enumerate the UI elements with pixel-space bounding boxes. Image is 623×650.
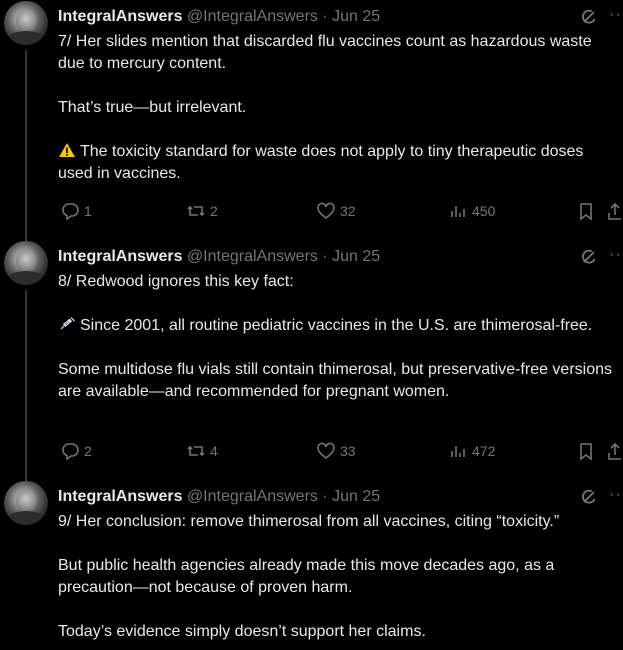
- views-count: 472: [472, 443, 496, 459]
- post-date[interactable]: Jun 25: [332, 488, 381, 505]
- syringe-emoji-icon: [58, 316, 76, 332]
- tweet-9[interactable]: [0, 480, 623, 650]
- more-icon[interactable]: ··: [609, 6, 622, 23]
- avatar[interactable]: [4, 1, 48, 45]
- tweet-text: [58, 511, 618, 643]
- share-button[interactable]: [607, 200, 623, 222]
- post-date[interactable]: Jun 25: [332, 8, 381, 25]
- repost-icon: [186, 201, 206, 221]
- tweet-paragraph: 7/ Her slides mention that discarded flu vaccines count as hazardous waste due to mercury content.: [58, 33, 592, 72]
- grok-icon[interactable]: [580, 248, 598, 266]
- separator-dot: ·: [322, 488, 328, 505]
- tweet-paragraph: But public health agencies already made this move decades ago, as a precaution—not because of proven harm.: [58, 557, 555, 596]
- tweet-paragraph: [58, 141, 618, 185]
- reply-icon: [60, 201, 80, 221]
- tweet-paragraph-text: Since 2001, all routine pediatric vaccines in the U.S. are thimerosal-free.: [80, 317, 593, 334]
- tweet-text: [58, 271, 618, 403]
- tweet-paragraph: [58, 315, 618, 337]
- reply-icon: [60, 441, 80, 461]
- grok-icon[interactable]: [580, 488, 598, 506]
- reply-count: 2: [84, 443, 92, 459]
- author-handle[interactable]: @IntegralAnswers: [186, 488, 318, 505]
- like-button[interactable]: [316, 200, 356, 222]
- like-button[interactable]: [316, 440, 356, 462]
- reply-count: 1: [84, 203, 92, 219]
- tweet-header: [58, 486, 623, 508]
- like-count: 33: [340, 443, 356, 459]
- post-date[interactable]: Jun 25: [332, 248, 381, 265]
- author-name[interactable]: IntegralAnswers: [58, 488, 183, 505]
- tweet-paragraph-text: The toxicity standard for waste does not apply to tiny therapeutic doses used in vaccines.: [58, 143, 584, 182]
- views-button[interactable]: [448, 200, 495, 222]
- tweet-paragraph: 9/ Her conclusion: remove thimerosal from all vaccines, citing “toxicity.”: [58, 513, 560, 530]
- avatar[interactable]: [4, 241, 48, 285]
- bookmark-button[interactable]: [576, 200, 596, 222]
- views-count: 450: [472, 203, 496, 219]
- reply-button[interactable]: [60, 200, 92, 222]
- repost-button[interactable]: [186, 200, 218, 222]
- tweet-7[interactable]: [0, 0, 623, 240]
- separator-dot: ·: [322, 248, 328, 265]
- author-name[interactable]: IntegralAnswers: [58, 248, 183, 265]
- avatar[interactable]: [4, 481, 48, 525]
- tweet-header: [58, 246, 623, 268]
- author-name[interactable]: IntegralAnswers: [58, 8, 183, 25]
- share-icon: [607, 201, 623, 221]
- more-icon[interactable]: ··: [609, 246, 622, 263]
- like-icon: [316, 441, 336, 461]
- reply-button[interactable]: [60, 440, 92, 462]
- more-icon[interactable]: ··: [609, 486, 622, 503]
- repost-count: 4: [210, 443, 218, 459]
- separator-dot: ·: [322, 8, 328, 25]
- share-icon: [607, 441, 623, 461]
- tweet-header: [58, 6, 623, 28]
- warning-emoji-icon: [58, 142, 76, 158]
- tweet-paragraph: That’s true—but irrelevant.: [58, 99, 247, 116]
- tweet-paragraph: Some multidose flu vials still contain thimerosal, but preservative-free versions are available—and recommended for pregnant women.: [58, 361, 613, 400]
- tweet-text: [58, 31, 618, 185]
- share-button[interactable]: [607, 440, 623, 462]
- views-icon: [448, 201, 468, 221]
- action-bar: [58, 200, 623, 222]
- repost-icon: [186, 441, 206, 461]
- bookmark-button[interactable]: [576, 440, 596, 462]
- repost-button[interactable]: [186, 440, 218, 462]
- repost-count: 2: [210, 203, 218, 219]
- like-icon: [316, 201, 336, 221]
- tweet-paragraph: 8/ Redwood ignores this key fact:: [58, 273, 294, 290]
- bookmark-icon: [576, 201, 596, 221]
- author-handle[interactable]: @IntegralAnswers: [186, 8, 318, 25]
- views-icon: [448, 441, 468, 461]
- author-handle[interactable]: @IntegralAnswers: [186, 248, 318, 265]
- tweet-paragraph: Today’s evidence simply doesn’t support her claims.: [58, 623, 426, 640]
- like-count: 32: [340, 203, 356, 219]
- action-bar: [58, 440, 623, 462]
- bookmark-icon: [576, 441, 596, 461]
- views-button[interactable]: [448, 440, 495, 462]
- tweet-8[interactable]: [0, 240, 623, 480]
- grok-icon[interactable]: [580, 8, 598, 26]
